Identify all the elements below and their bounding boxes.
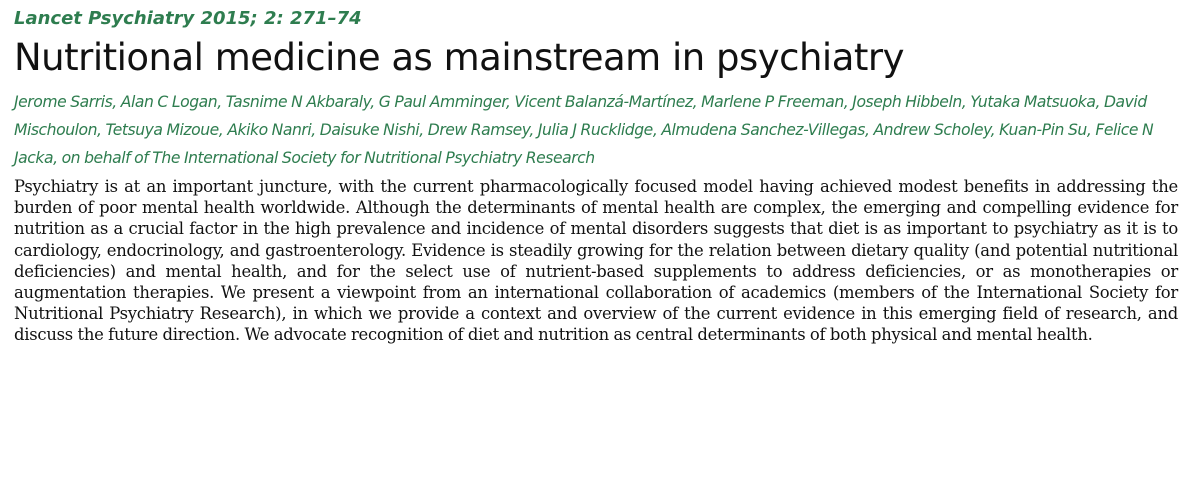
abstract-text: Psychiatry is at an important juncture, with the current pharmacologically focused model having achieved modest benefits in addressing the burden of poor mental health worldwide. Although the determinants of mental health are complex, the emerging and compelling evidence for nutrition as a crucial factor in the high prevalence and incidence of mental disorders suggests that diet is as important to psychiatry as it is to cardiology, endocrinology, and gastroenterology. Evidence is steadily growing for the relation between dietary quality (and potential nutritional deficiencies) and mental health, and for the select use of nutrient-based supplements to address deficiencies, or as monotherapies or augmentation therapies. We present a viewpoint from an international collaboration of academics (members of the International Society for Nutritional Psychiatry Research), in which we provide a context and overview of the current evidence in this emerging field of research, and discuss the future direction. We advocate recognition of diet and nutrition as central determinants of both physical and mental health.	[14, 177, 1178, 345]
article-title: Nutritional medicine as mainstream in psychiatry	[14, 36, 904, 79]
author-list: Jerome Sarris, Alan C Logan, Tasnime N Akbaraly, G Paul Amminger, Vicent Balanzá-Martínez, Marlene P Freeman, Joseph Hibbeln, Yutaka Matsuoka, David Mischoulon, Tetsuya Mizoue, Akiko Nanri, Daisuke Nishi, Drew Ramsey, Julia J Rucklidge, Almudena Sanchez-Villegas, Andrew Scholey, Kuan-Pin Su, Felice N Jacka, on behalf of The International Society for Nutritional Psychiatry Research	[14, 93, 1154, 167]
journal-citation: Lancet Psychiatry 2015; 2: 271–74	[14, 8, 362, 29]
